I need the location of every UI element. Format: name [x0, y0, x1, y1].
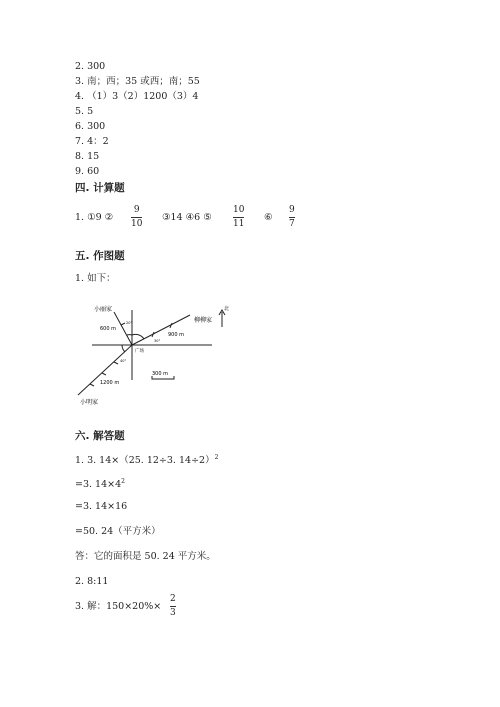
frac-bar: [289, 217, 295, 218]
distance-600-label: 600 m: [100, 326, 117, 332]
distance-900-label: 900 m: [168, 332, 185, 338]
solution-line-2: [75, 476, 125, 491]
section5-title: 五. 作图题: [75, 250, 125, 262]
solution-line-4: =50. 24（平方米）: [75, 526, 161, 537]
answer-3: 3. 南；西；35 或西；南；55: [75, 76, 200, 87]
liuliu-label: 柳柳家: [194, 317, 213, 324]
frac-num: 2: [170, 594, 176, 604]
section4-title: 四. 计算题: [75, 182, 125, 194]
frac-bar: [131, 217, 142, 218]
frac-bar: [170, 606, 176, 607]
answer-8: 8. 15: [75, 151, 100, 162]
square-label: 广场: [135, 349, 144, 354]
xiaoli-label: 小丽家: [94, 306, 113, 313]
route-to-xiaoli: [114, 312, 132, 345]
frac-num: 9: [133, 205, 140, 215]
answer-4: 4. （1）3（2）1200（3）4: [75, 91, 199, 102]
calc-part3: ③14 ④6 ⑤: [162, 212, 212, 223]
tick-mark: [121, 323, 125, 325]
frac-den: 11: [233, 219, 245, 229]
angle-30-label: 30°: [154, 339, 161, 343]
tick-mark: [90, 384, 94, 386]
answer-statement: 答：它的面积是 50. 24 平方米。: [75, 551, 216, 562]
solution-line-1: [75, 452, 218, 467]
frac-num: 10: [233, 205, 245, 215]
exponent: 2: [121, 478, 125, 485]
tick-mark: [102, 373, 106, 375]
frac-num: 9: [289, 205, 295, 215]
answer-6: 6. 300: [75, 121, 106, 132]
section6-title: 六. 解答题: [75, 430, 125, 442]
angle-arc: [122, 345, 125, 352]
solution-text: =3. 14×4: [75, 479, 122, 491]
angle-40-label: 40°: [120, 359, 127, 363]
calc-fraction-1: [131, 205, 142, 230]
distance-1200-label: 1200 m: [100, 380, 120, 386]
map-diagram: [72, 300, 242, 410]
frac-den: 7: [289, 219, 295, 229]
angle-20-label: 20°: [126, 321, 133, 325]
solution-text: 1. 3. 14×（25. 12÷3. 14÷2）: [75, 455, 215, 467]
answer-5: 5. 5: [75, 106, 94, 117]
route-to-xiaoming: [78, 345, 132, 395]
solution-line-3: =3. 14×16: [75, 501, 128, 512]
answer-2-ratio: 2. 8:11: [75, 576, 109, 587]
frac-den: 3: [170, 608, 176, 618]
answer-7: 7. 4：2: [75, 136, 109, 147]
frac-bar: [233, 217, 244, 218]
solution-fraction: [170, 594, 176, 619]
calc-fraction-2: [233, 205, 244, 230]
xiaoming-label: 小明家: [80, 399, 99, 406]
tick-mark: [114, 362, 118, 364]
answer-3-solution: 3. 解：150×20%×: [75, 601, 162, 612]
scale-label: 300 m: [152, 371, 169, 377]
calc-part6: ⑥: [264, 212, 273, 223]
answer-9: 9. 60: [75, 166, 100, 177]
calc-prefix: 1. ①9 ②: [75, 212, 114, 223]
frac-den: 10: [131, 219, 143, 229]
angle-arc: [132, 334, 144, 339]
drawing-intro: 1. 如下：: [75, 273, 116, 284]
route-to-liuliu: [132, 315, 190, 345]
north-label: 北: [224, 306, 230, 312]
answer-2: 2. 300: [75, 61, 106, 72]
exponent: 2: [214, 454, 219, 461]
calc-fraction-3: [289, 205, 295, 230]
